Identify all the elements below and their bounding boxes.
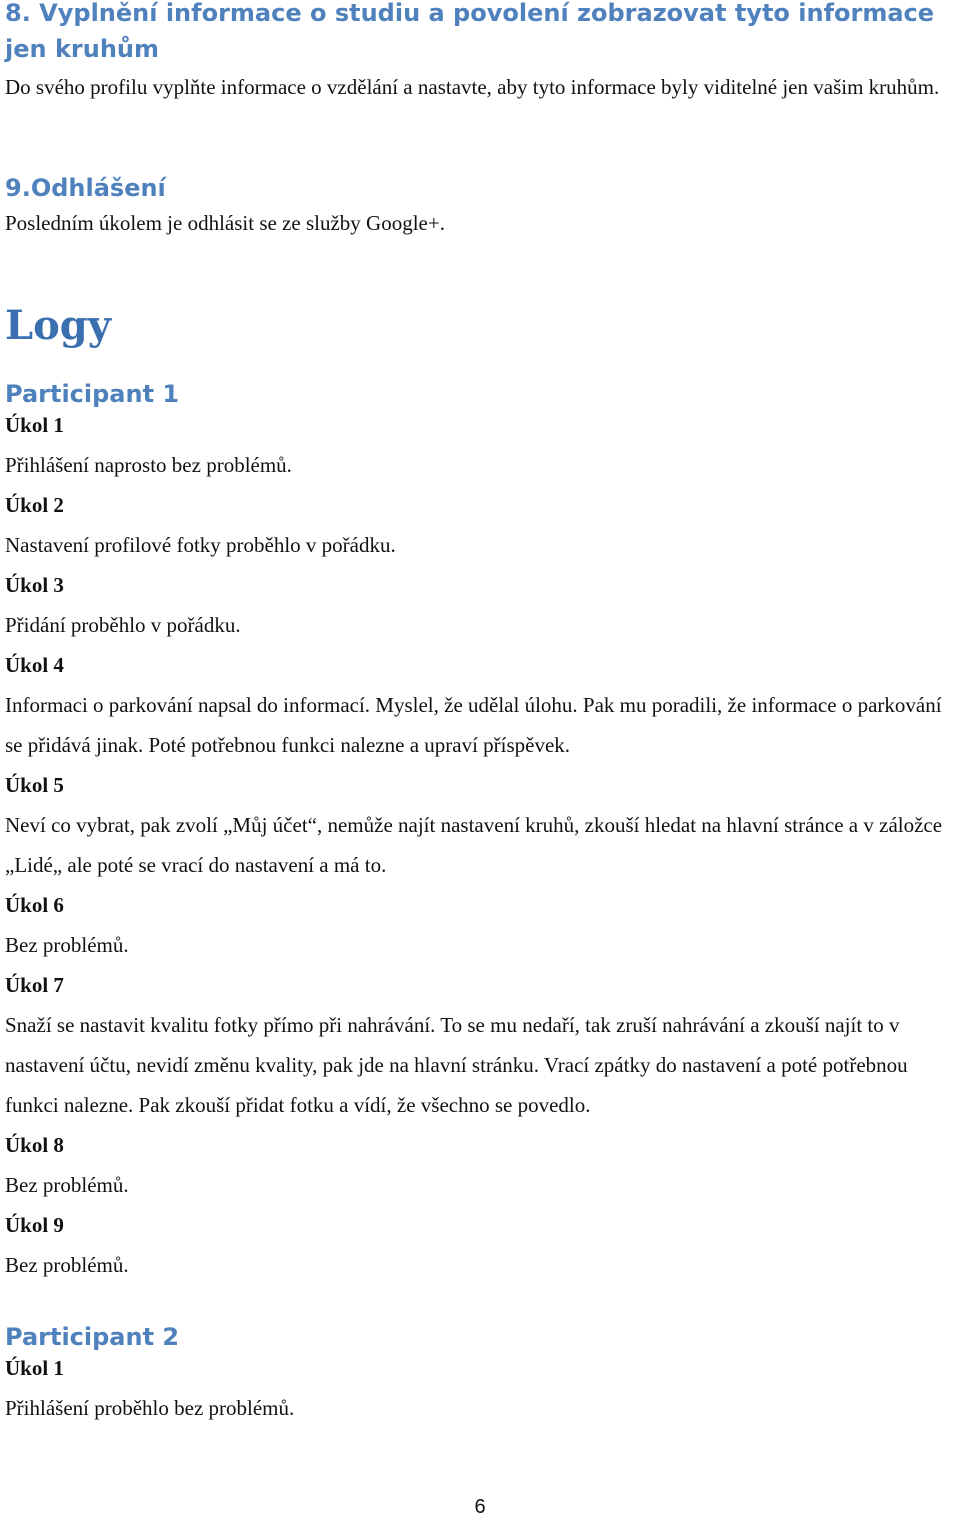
task-label: Úkol 8 <box>5 1133 64 1157</box>
task-text: Přidání proběhlo v pořádku. <box>5 613 241 637</box>
section-8-text: Do svého profilu vyplňte informace o vzdělání a nastavte, aby tyto informace byly viditelné jen vašim kruhům. <box>5 75 940 99</box>
task-label: Úkol 1 <box>5 413 64 437</box>
task-text: Bez problémů. <box>5 933 129 957</box>
section-9-text: Posledním úkolem je odhlásit se ze služby Google+. <box>5 211 445 235</box>
section-9 <box>5 170 957 240</box>
participant-2 <box>5 1320 957 1428</box>
task-text: Bez problémů. <box>5 1173 129 1197</box>
task-label: Úkol 3 <box>5 573 64 597</box>
task-text: Informaci o parkování napsal do informací. Myslel, že udělal úlohu. Pak mu poradili, že informace o parkování se přidává jinak. Poté potřebnou funkci nalezne a upraví příspěvek. <box>5 693 942 757</box>
task-text: Bez problémů. <box>5 1253 129 1277</box>
task-text: Neví co vybrat, pak zvolí „Můj účet“, nemůže najít nastavení kruhů, zkouší hledat na hlavní stránce a v záložce „Lidé„ ale poté se vrací do nastavení a má to. <box>5 813 943 877</box>
section-8 <box>5 0 957 108</box>
task-text: Nastavení profilové fotky proběhlo v pořádku. <box>5 533 396 557</box>
task-text: Přihlášení proběhlo bez problémů. <box>5 1396 295 1420</box>
participant-1 <box>5 377 957 1285</box>
task-label: Úkol 4 <box>5 653 64 677</box>
participant-2-name: Participant 2 <box>5 1323 180 1351</box>
section-8-heading: 8. Vyplnění informace o studiu a povolení zobrazovat tyto informace jen kruhům <box>5 0 935 63</box>
page-number: 6 <box>474 1496 486 1518</box>
task-text: Přihlášení naprosto bez problémů. <box>5 453 292 477</box>
task-label: Úkol 6 <box>5 893 64 917</box>
task-label: Úkol 5 <box>5 773 64 797</box>
task-label: Úkol 7 <box>5 973 64 997</box>
logy-title: Logy <box>5 302 112 349</box>
task-text: Snaží se nastavit kvalitu fotky přímo při nahrávání. To se mu nedaří, tak zruší nahrávání a zkouší najít to v nastavení účtu, nevidí změnu kvality, pak jde na hlavní stránku. Vrací zpátky do nastavení a poté potřebnou funkci nalezne. Pak zkouší přidat fotku a vídí, že všechno se povedlo. <box>5 1013 908 1117</box>
section-9-heading: 9.Odhlášení <box>5 174 166 202</box>
participant-1-name: Participant 1 <box>5 380 180 408</box>
task-label: Úkol 1 <box>5 1356 64 1380</box>
task-label: Úkol 2 <box>5 493 64 517</box>
task-label: Úkol 9 <box>5 1213 64 1237</box>
